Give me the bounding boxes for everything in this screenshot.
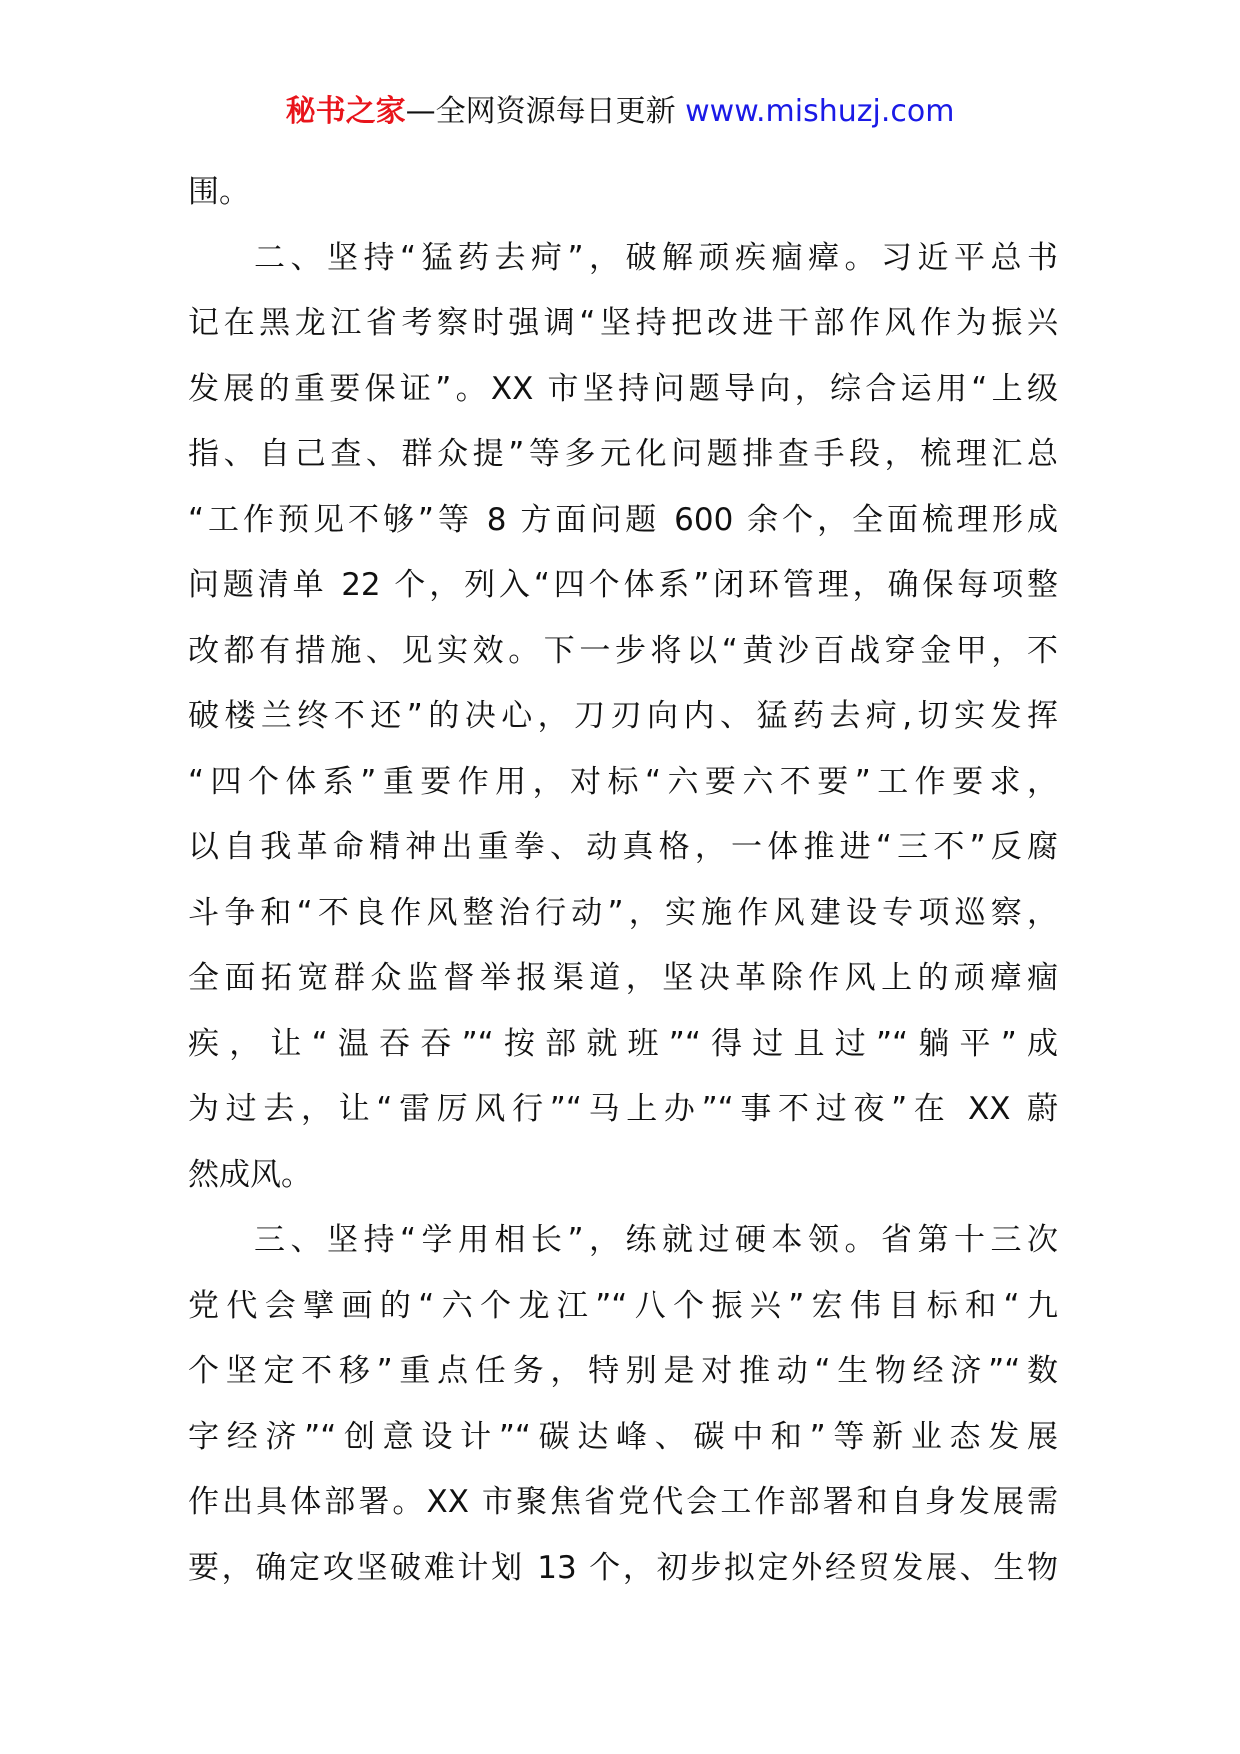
text-line: 斗争和“不良作风整治行动”，实施作风建设专项巡察， [188,894,1058,931]
text-line: 党代会擘画的“六个龙江”“八个振兴”宏伟目标和“九 [188,1287,1058,1324]
text-line: 围。 [188,174,250,210]
site-url-link[interactable]: www.mishuzj.com [685,94,955,129]
site-header [0,92,1240,132]
text-line: “四个体系”重要作用，对标“六要六不要”工作要求， [188,763,1058,800]
text-line: 指、自己查、群众提”等多元化问题排查手段，梳理汇总 [188,436,1058,472]
text-line: 破楼兰终不还”的决心，刀刃向内、猛药去疴,切实发挥 [188,698,1058,734]
text-line: 记在黑龙江省考察时强调“坚持把改进干部作风作为振兴 [188,305,1058,341]
text-line: 作出具体部署。XX 市聚焦省党代会工作部署和自身发展需 [188,1484,1058,1520]
text-line: 三、坚持“学用相长”，练就过硬本领。省第十三次 [254,1222,1058,1258]
text-line: “工作预见不够”等 8 方面问题 600 余个，全面梳理形成 [188,501,1058,538]
text-line: 改都有措施、见实效。下一步将以“黄沙百战穿金甲，不 [188,632,1058,669]
text-line: 要，确定攻坚破难计划 13 个，初步拟定外经贸发展、生物 [188,1549,1058,1586]
text-line: 为过去，让“雷厉风行”“马上办”“事不过夜”在 XX 蔚 [188,1091,1058,1127]
document-body [188,160,1058,1601]
site-tagline: —全网资源每日更新 [405,94,686,129]
text-line: 疾，让“温吞吞”“按部就班”“得过且过”“躺平”成 [188,1025,1058,1062]
text-line: 然成风。 [188,1156,312,1193]
text-line: 二、坚持“猛药去疴”，破解顽疾痼瘴。习近平总书 [254,239,1058,276]
text-line: 字经济”“创意设计”“碳达峰、碳中和”等新业态发展 [188,1418,1058,1455]
text-line: 个坚定不移”重点任务，特别是对推动“生物经济”“数 [188,1353,1058,1389]
text-line: 发展的重要保证”。XX 市坚持问题导向，综合运用“上级 [188,370,1058,407]
text-line: 全面拓宽群众监督举报渠道，坚决革除作风上的顽瘴痼 [188,960,1058,996]
text-line: 问题清单 22 个，列入“四个体系”闭环管理，确保每项整 [188,567,1058,603]
site-brand: 秘书之家 [285,94,406,129]
text-line: 以自我革命精神出重拳、动真格，一体推进“三不”反腐 [188,829,1058,865]
